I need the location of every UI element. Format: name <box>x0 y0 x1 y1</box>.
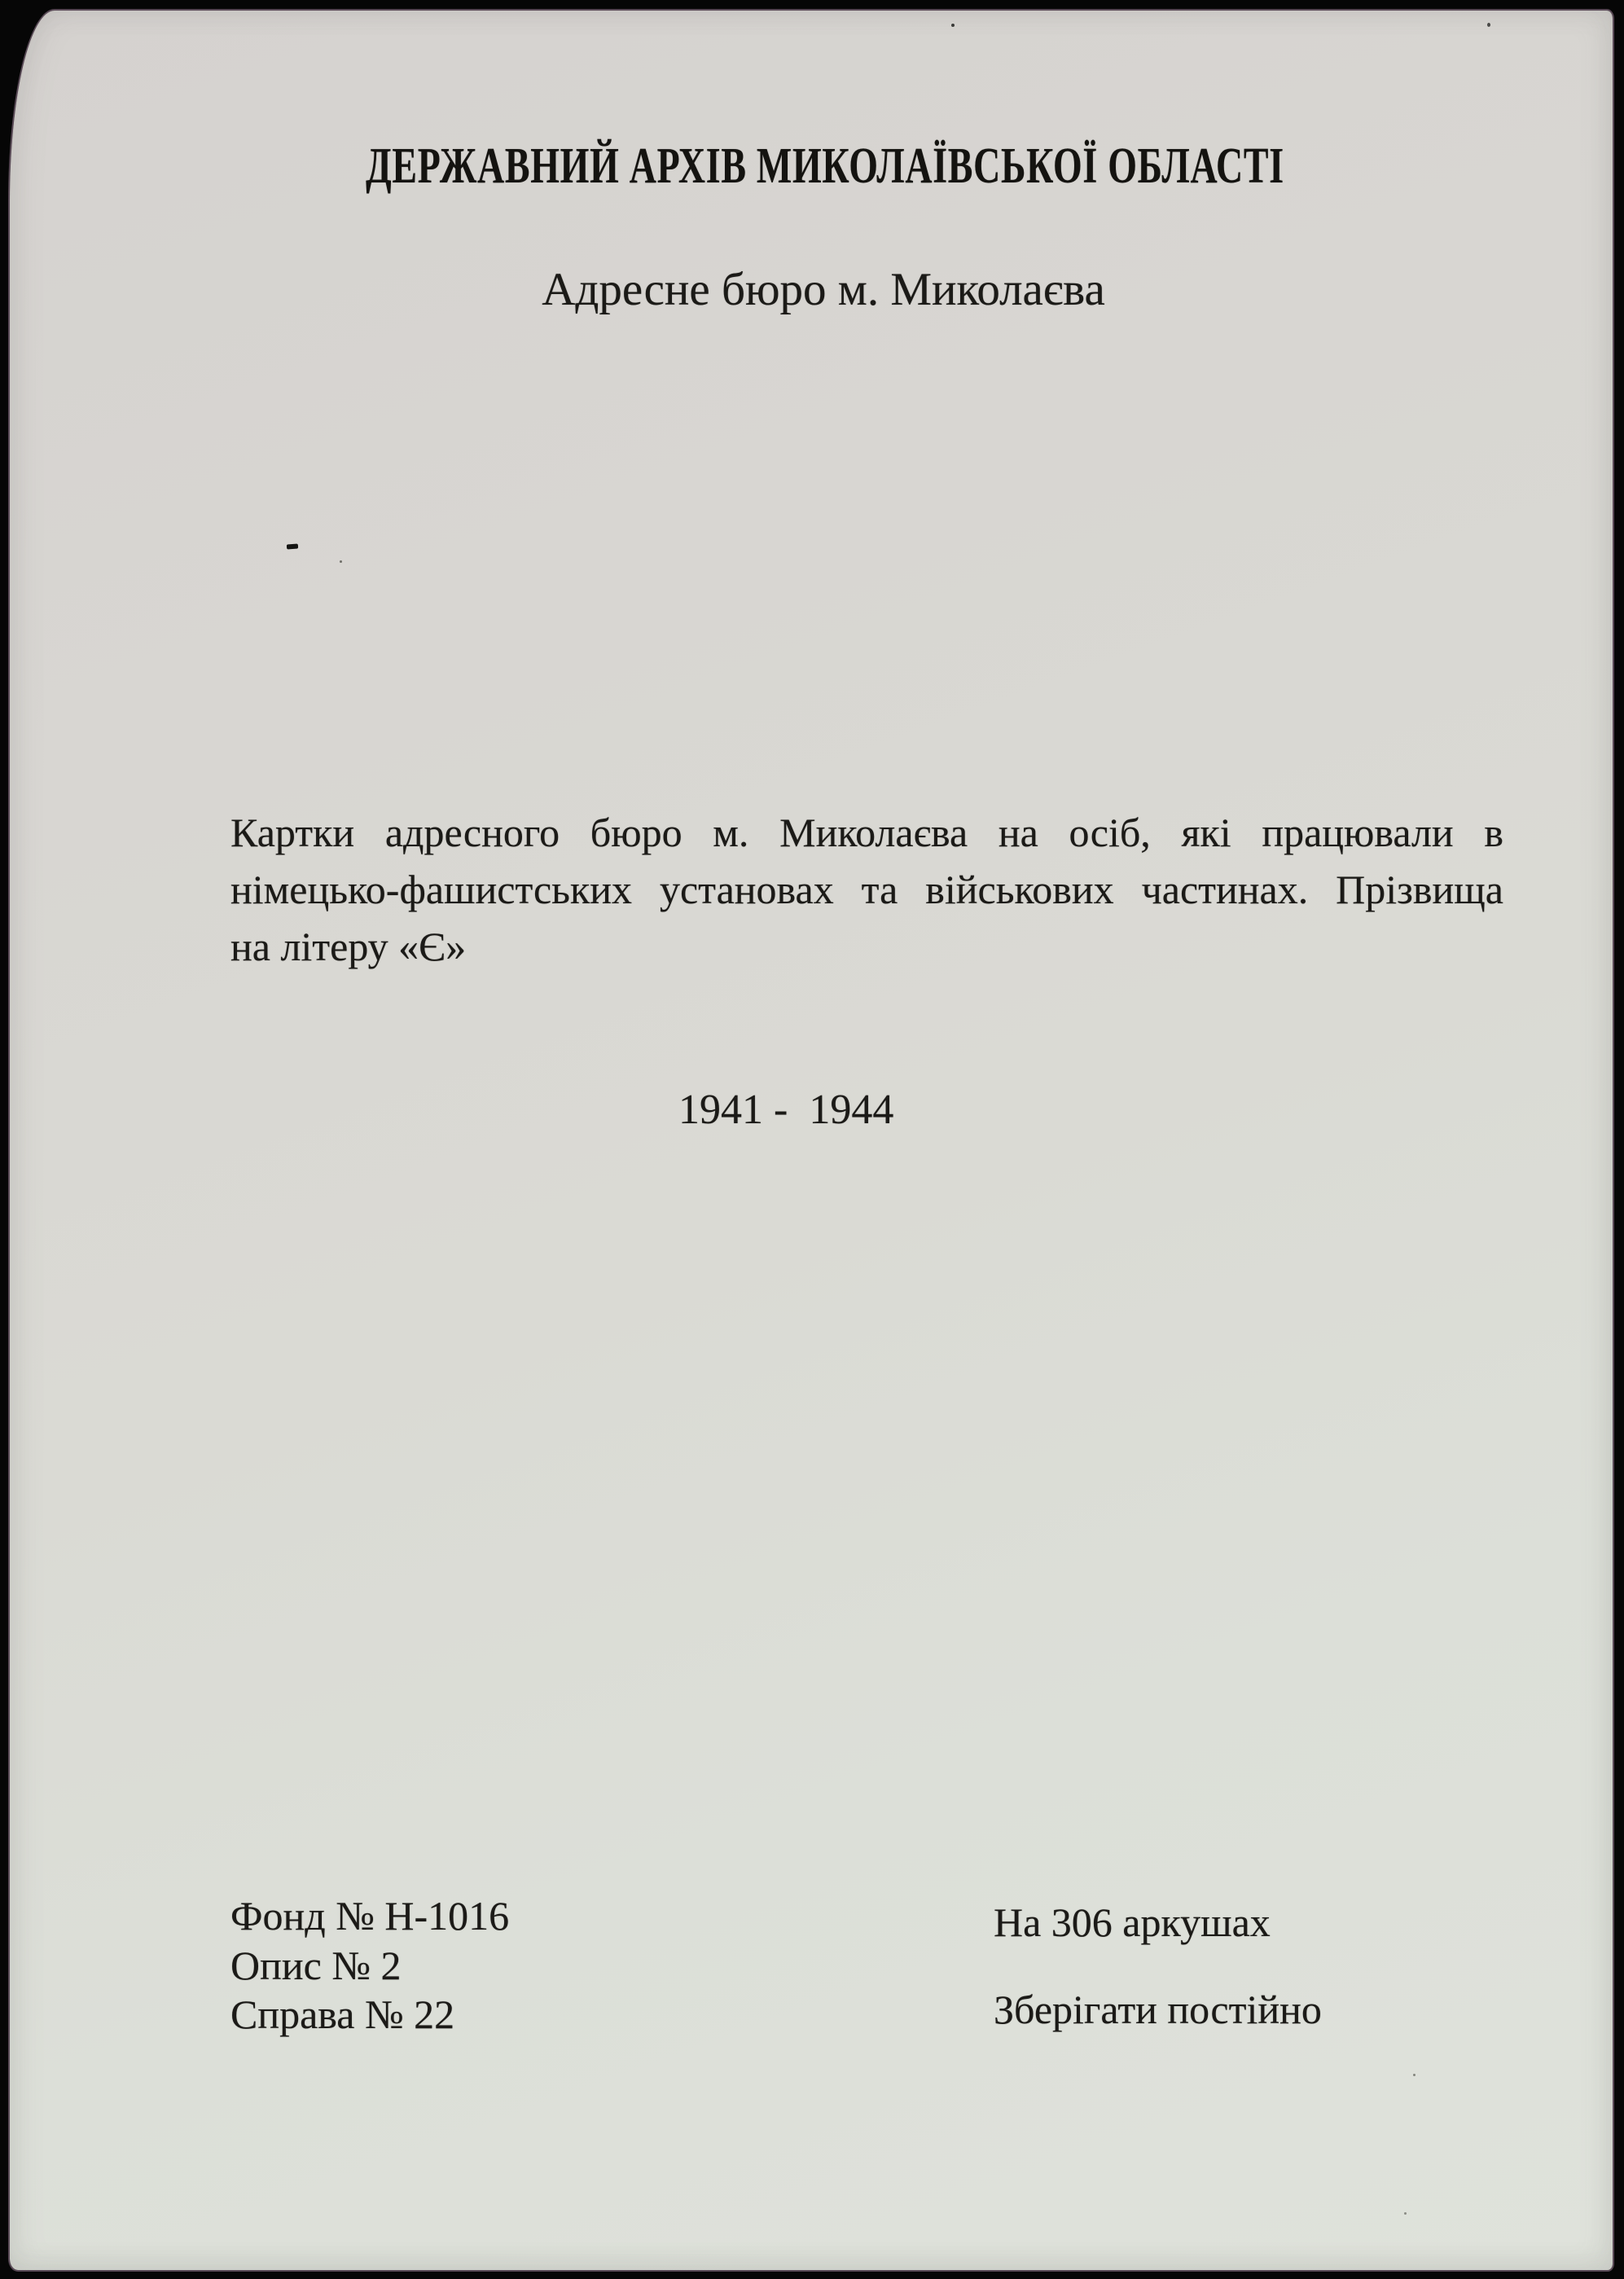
storage-note: Зберігати постійно <box>994 1987 1322 2032</box>
ink-speck-dot <box>1487 23 1490 27</box>
description-line-3: на літеру «Є» <box>230 924 467 969</box>
sprava-number: Справа № 22 <box>230 1991 455 2037</box>
archive-title: ДЕРЖАВНИЙ АРХІВ МИКОЛАЇВСЬКОЇ ОБЛАСТІ <box>366 138 1284 194</box>
bureau-subtitle: Адресне бюро м. Миколаєва <box>542 264 1105 315</box>
paper-sheet <box>10 11 1613 2270</box>
date-range: 1941 - 1944 <box>678 1087 894 1133</box>
fond-number: Фонд № Н-1016 <box>230 1893 510 1939</box>
description-line-1: Картки адресного бюро м. Миколаєва на осіб, які працювали в <box>230 810 1503 855</box>
ink-speck-dot <box>340 560 342 563</box>
sheet-count: На 306 аркушах <box>994 1899 1271 1945</box>
description-paragraph <box>230 804 1503 975</box>
opys-number: Опис № 2 <box>230 1942 402 1988</box>
description-line-2: німецько-фашистських установах та військових частинах. Прізвища <box>230 867 1503 912</box>
archive-reference-block <box>230 1891 509 2040</box>
ink-speck-dot <box>1413 2074 1416 2076</box>
ink-speck-dot <box>1404 2212 1407 2215</box>
ink-speck-dot <box>951 24 955 27</box>
ink-speck-dash <box>287 544 298 550</box>
